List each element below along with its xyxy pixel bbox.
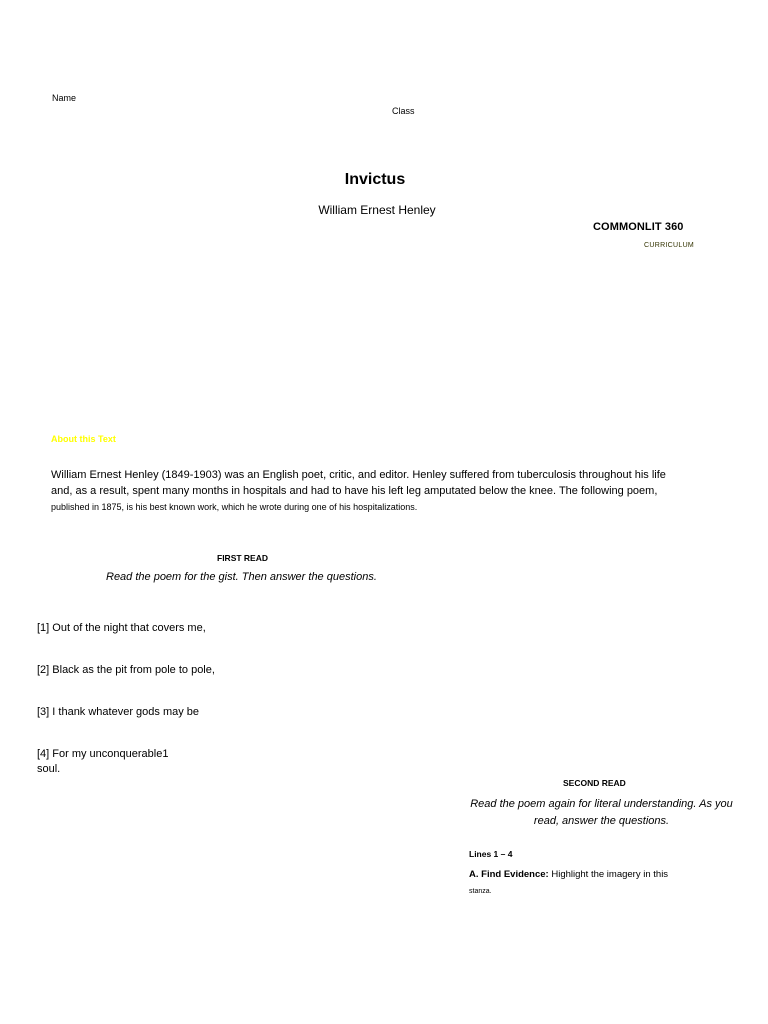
lines-range-label: Lines 1 – 4 xyxy=(469,849,513,859)
first-read-instruction: Read the poem for the gist. Then answer the questions. xyxy=(106,571,377,583)
poem-line-2: [2] Black as the pit from pole to pole, xyxy=(37,664,215,676)
poem-line-4: [4] For my unconquerable1 soul. xyxy=(37,748,169,775)
brand-logo-text: COMMONLIT 360 xyxy=(593,221,684,233)
poem-title: Invictus xyxy=(344,171,406,188)
question-label: A. Find Evidence: xyxy=(469,869,549,880)
poem-line-1: [1] Out of the night that covers me, xyxy=(37,622,206,634)
question-find-evidence xyxy=(469,869,668,880)
class-field-label: Class xyxy=(392,106,415,116)
about-text-line-1: William Ernest Henley (1849-1903) was an English poet, critic, and editor. Henley suffered from tuberculosis throughout his life xyxy=(51,469,666,481)
poem-author: William Ernest Henley xyxy=(318,203,436,217)
first-read-label: FIRST READ xyxy=(217,553,268,563)
poem-line-3: [3] I thank whatever gods may be xyxy=(37,706,200,718)
about-text-line-2: and, as a result, spent many months in hospitals and had to have his left leg amputated below the knee. The following poem, xyxy=(51,485,658,497)
about-text-line-3: published in 1875, is his best known work, which he wrote during one of his hospitalizations. xyxy=(51,502,418,512)
question-text: Highlight the imagery in this xyxy=(551,869,669,880)
about-heading: About this Text xyxy=(51,434,116,444)
second-read-label: SECOND READ xyxy=(563,778,626,788)
about-text xyxy=(51,467,701,515)
brand-tagline: CURRICULUM xyxy=(644,242,695,249)
second-read-instruction: Read the poem again for literal understanding. As you read, answer the questions. xyxy=(470,798,733,827)
question-text-continued: stanza. xyxy=(469,888,492,895)
name-field-label: Name xyxy=(52,93,77,103)
